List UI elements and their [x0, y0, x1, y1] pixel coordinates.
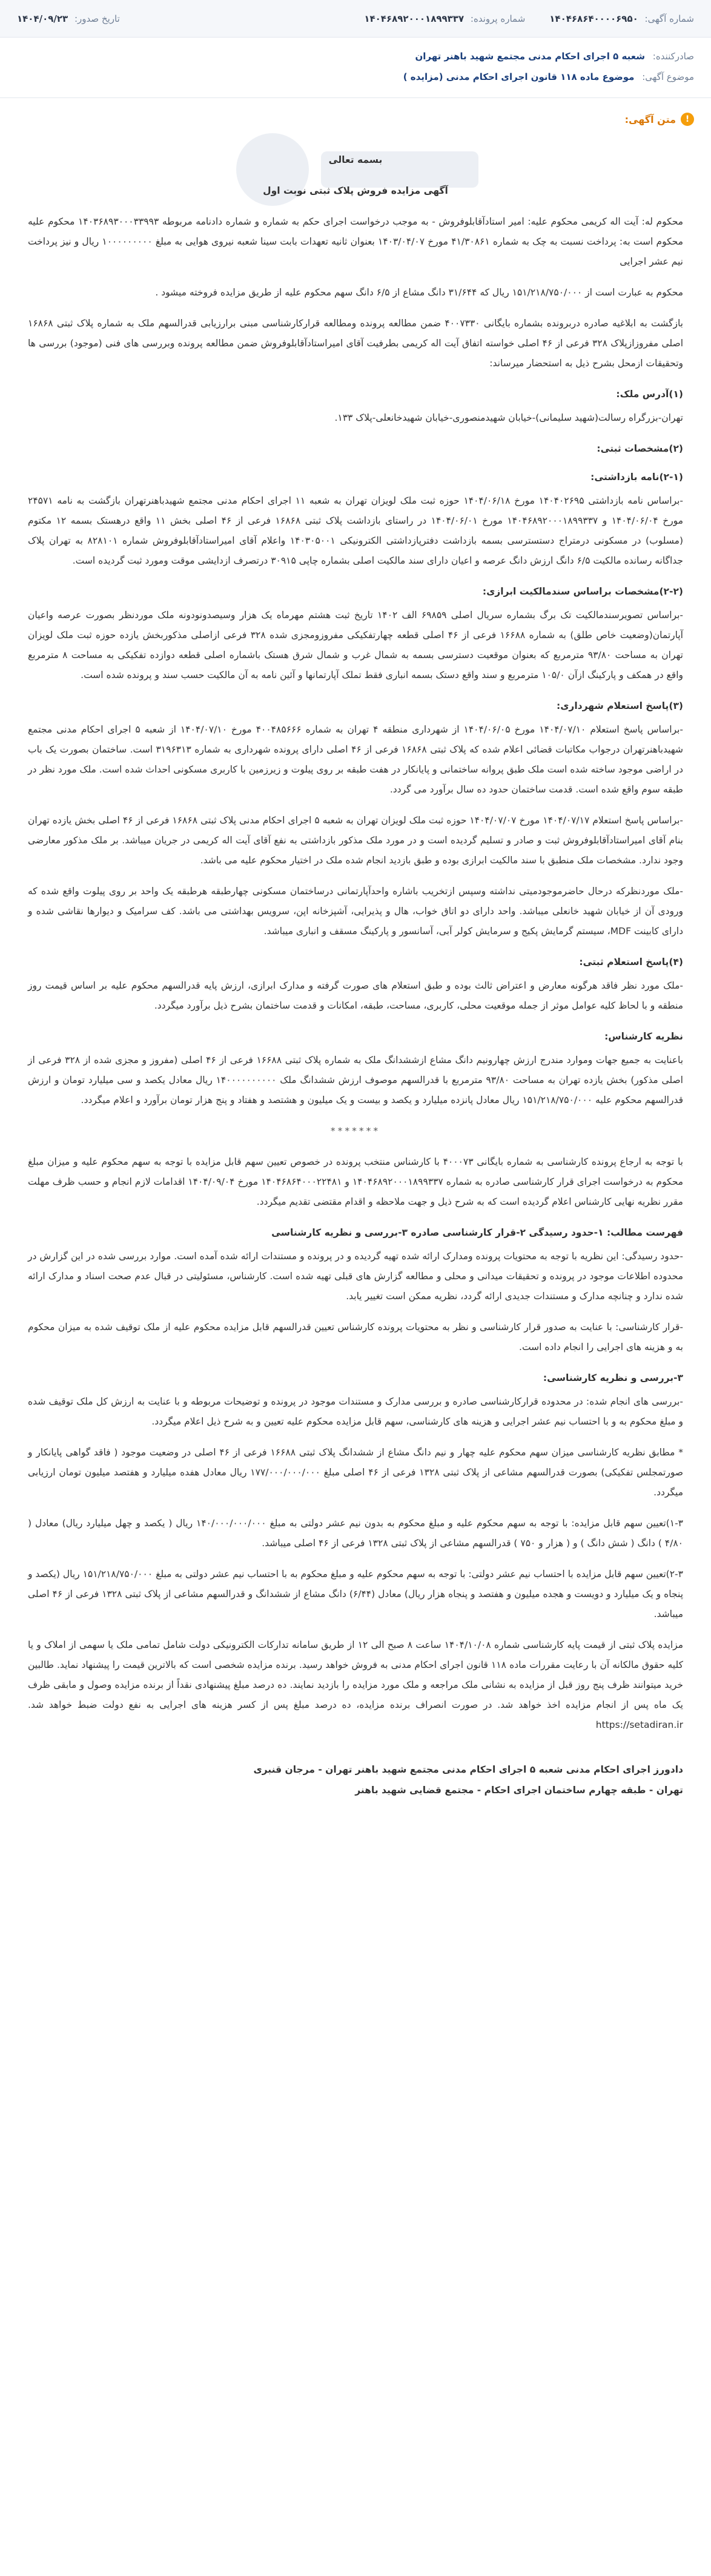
bismillah: بسمه تعالی	[328, 154, 383, 165]
heading-registry-inquiry: (۴)پاسخ استعلام ثبتی:	[579, 957, 683, 967]
issuer-row	[17, 46, 694, 67]
paragraph-order: -قرار کارشناسی: با عنایت به صدور قرار کارشناسی و نظر به محتویات پرونده کارشناس تعیین قدرالسهم قابل مزایده محکوم علیه از ملک توقیف شده به میزان محکوم به و هزینه های اجرایی را انجام داده است.	[28, 1322, 683, 1352]
ad-number-value: ۱۴۰۴۶۸۶۴۰۰۰۰۶۹۵۰	[549, 13, 638, 24]
heading-registry: (۲)مشخصات ثبتی:	[597, 443, 683, 454]
issue-date-value: ۱۴۰۴/۰۹/۲۳	[17, 13, 68, 24]
paragraph-review-2: * مطابق نظریه کارشناسی میزان سهم محکوم علیه چهار و نیم دانگ مشاع از ششدانگ پلاک ثبتی ۱۶۶۸۸ فرعی از ۴۶ اصلی در وضعیت موجود ( فاقد گواهی پایانکار و صورتمجلس تفکیکی) بصورت قدرالسهم مشاعی از پلاک ثبتی ۱۳۲۸ فرعی از ۴۶ اصلی مبلغ ۱۷۷/۰۰۰/۰۰۰/۰۰۰ ریال معادل هفده میلیارد و هفتصد میلیون تومان ارزیابی میگردد.	[28, 1447, 683, 1498]
paragraph-property-description: -ملک موردنظرکه درحال حاضرموجودمیتی نداشته وسپس ازتخریب باشاره واحدآپارتمانی درساختمان مسکونی چهارطبقه هرطبقه یک واحد بر روی پیلوت واقع شده که ورودی آن از خیابان شهید خانعلی میباشد. واحد دارای دو اتاق خواب، هال و پذیرایی، آشپزخانه اپن، سرویس بهداشتی می باشد. کف سرامیک و دیوارها نقاشی شده و دارای کابینت MDF، سیستم گرمایش پکیج و سرمایش کولر آبی، آسانسور و پارکینگ مسقف و انباری میباشد.	[28, 886, 683, 937]
issuer-value: شعبه ۵ اجرای احکام مدنی مجتمع شهید باهنر تهران	[415, 51, 645, 62]
section-label-text: متن آگهی:	[624, 113, 676, 125]
heading-title-deed: (۲-۱)نامه بازداشتی:	[590, 472, 683, 483]
paragraph-auction-terms: مزایده پلاک ثبتی از قیمت پایه کارشناسی شماره ۱۴۰۴/۱۰/۰۸ ساعت ۸ صبح الی ۱۲ از طریق سامانه تدارکات الکترونیکی دولت شامل تمامی ملک یا سهمی از املاک و یا کلیه حقوق مالکانه آن با رعایت مقررات ماده ۱۱۸ قانون اجرای احکام مدنی به فروش خواهد رسید. برنده مزایده شخصی است که بالاترین قیمت را پیشنهاد نماید. طالبین خرید میتوانند ظرف پنج روز قبل از مزایده به نشانی ملک مراجعه و ملک مورد مزایده را بازدید نمایند. ده درصد مبلغ پیشنهادی نقداً از برنده مزایده وصول و مابقی ظرف یک ماه پس از انجام مزایده اخذ خواهد شد. در صورت انصراف برنده مزایده، ده درصد مبلغ پس از کسر هزینه های اجرایی به نفع دولت ضبط خواهد شد. https://setadiran.ir	[28, 1639, 683, 1730]
separator-stars: *******	[330, 1125, 381, 1136]
heading-review: ۳-بررسی و نظریه کارشناسی:	[543, 1372, 683, 1383]
paragraph-registry-inquiry: -ملک مورد نظر فاقد هرگونه معارض و اعتراض ثالث بوده و طبق استعلام های صورت گرفته و مدارک ابرازی، ارزش پایه قدرالسهم محکوم علیه بر اساس قیمت روز منطقه و با لحاظ کلیه عوامل موثر از جمله موقعیت محلی، کاربری، مساحت، طبقه، امکانات و قدمت ساختمان بشرح ذیل برآورد میگردد.	[28, 980, 683, 1011]
heading-municipality: (۳)پاسخ استعلام شهرداری:	[557, 700, 683, 711]
file-number-label: شماره پرونده:	[470, 13, 526, 24]
paragraph-municipality-2: -براساس پاسخ استعلام ۱۴۰۴/۰۷/۱۷ مورخ ۱۴۰۴/۰۷/۰۷ حوزه ثبت ملک لویزان تهران به شعبه ۵ اجرای احکام مدنی پلاک ثبتی ۱۶۸۶۸ فرعی از ۴۶ اصلی بخش یازده تهران بنام آقای امیراستادآقابلوفروش ثبت و صادر و تسلیم گردیده است و در مورد ملک مذکور بازداشتی به نفع آقای آیت اله کریمی در جریان میباشد. بر ملک مذکور معارضی وجود ندارد. مشخصات ملک منطبق با سند مالکیت ابرازی بوده و طبق بازدید انجام شده ملک در اختیار محکوم علیه می باشد.	[28, 815, 683, 866]
ad-number	[549, 13, 694, 24]
paragraph-amount: محکوم به عبارت است از ۱۵۱/۲۱۸/۷۵۰/۰۰۰ ریال که ۳۱/۶۴۴ دانگ مشاع از ۶/۵ دانگ سهم محکوم علیه از طریق مزایده فروخته میشود .	[155, 287, 683, 298]
paragraph-parties: محکوم له: آیت اله کریمی محکوم علیه: امیر استادآقابلوفروش - به موجب درخواست اجرای حکم به شماره و شماره دادنامه مربوطه ۱۴۰۳۶۸۹۳۰۰۰۳۳۹۹۳ محکوم علیه محکوم است به: پرداخت نسبت به چک به شماره ۴۱/۳۰۸۶۱ مورخ ۱۴۰۳/۰۴/۰۷ بعنوان ثانیه تعهدات بابت سینا شعبه نیروی هوایی به مبلغ ۱۰۰۰۰۰۰۰۰۰ ریال و نیز پرداخت نیم عشر اجرایی	[28, 216, 683, 267]
paragraph-intro: بازگشت به ابلاغیه صادره دربرونده بشماره بایگانی ۴۰۰۷۳۳۰ ضمن مطالعه پرونده ومطالعه قرارکارشناسی مبنی برارزیابی قدرالسهم ملک به شماره پلاک ثبتی ۱۶۸۶۸ اصلی مفروزازپلاک ۳۲۸ فرعی از ۴۶ اصلی خواسته اتفاق آیت اله کریمی بطرفیت آقای امیراستادآقابلوفروش ضمن مطالعه پرونده وبررسی های فنی (موجود) بررسی ها وتحقیقات ازمحل بشرح ذیل به استحضار میرساند:	[28, 318, 684, 369]
signature-address: تهران - طبقه چهارم ساختمان اجرای احکام - مجتمع قضایی شهید باهنر	[355, 1785, 683, 1796]
signature-block	[28, 1759, 683, 1800]
issuer-label: صادرکننده:	[652, 51, 694, 62]
paragraph-review-4: ۲-۳)تعیین سهم قابل مزایده با احتساب نیم عشر دولتی: با توجه به سهم محکوم علیه و مبلغ محکوم به با احتساب نیم عشر دولتی به مبلغ ۱۵۱/۲۱۸/۷۵۰/۰۰۰ ریال (یکصد و پنجاه و یک میلیارد و دویست و هجده میلیون و هفتصد و پنجاه هزار ریال) معادل (۶/۴۴) دانگ مشاع از ششدانگ و قدرالسهم مشاعی از پلاک ثبتی ۱۳۲۸ فرعی از ۴۶ اصلی میباشد.	[28, 1569, 684, 1619]
file-number-value: ۱۴۰۴۶۸۹۲۰۰۰۱۸۹۹۳۳۷	[364, 13, 465, 24]
section-label	[625, 113, 694, 126]
issue-date	[17, 13, 120, 24]
info-icon: !	[681, 113, 694, 126]
ad-number-label: شماره آگهی:	[644, 13, 694, 24]
paragraph-municipality-1: -براساس پاسخ استعلام ۱۴۰۴/۰۷/۱۰ مورخ ۱۴۰۴/۰۶/۰۵ از شهرداری منطقه ۴ تهران به شماره ۴۰۰۴۸۵۶۶۶ مورخ ۱۴۰۴/۰۷/۱۰ از شعبه ۵ اجرای احکام مدنی مجتمع شهیدباهنرتهران درجواب مکاتبات قضائی اعلام شده که پلاک ثبتی ۱۶۸۶۸ فرعی از ۴۶ اصلی دارای پرونده شهرداری به شماره ۳۱۹۶۳۱۳ است. ساختمان بصورت یک باب در اراضی موجود ساخته شده است ملک طبق پروانه ساختمانی و پایانکار در هفت طبقه بر روی پیلوت و زیرزمین با کاربری مسکونی احداث شده است. ملک مورد نظر در طبقه سوم واقع شده است. قدمت ساختمان حدود ده سال برآورد می گردد.	[28, 724, 683, 795]
paragraph-review-1: -بررسی های انجام شده: در محدوده قرارکارشناسی صادره و بررسی مدارک و مستندات موجود در پرونده و توضیحات مربوطه و با عنایت به ارزش کل ملک توقیف شده و مبلغ محکوم به و با احتساب نیم عشر اجرایی و هزینه های کارشناسی، سهم قابل مزایده محکوم علیه تعیین و به شرح ذیل اعلام میگردد.	[28, 1396, 683, 1427]
document-header	[0, 0, 711, 38]
subject-label: موضوع آگهی:	[642, 71, 694, 82]
paragraph-registry-docs: -براساس تصویرسندمالکیت تک برگ بشماره سریال اصلی ۶۹۸۵۹ الف ۱۴۰۲ تاریخ ثبت هشتم مهرماه یک هزار وسیصدونودونه ملک موردنظر بصورت عرصه واعیان آپارتمان(وضعیت خاص طلق) به شماره ۱۶۶۸۸ فرعی از ۴۶ اصلی قطعه چهارتفکیکی مفروزومجزی شده ۳۲۸ فرعی ازاصلی مذکوربخش یازده حوزه ثبت ملک لویزان تهران به مساحت ۹۳/۸۰ مترمربع که بعنوان موقعیت دسترسی بسمه به شمال غرب و شمال شرق هستک باشماره اصلی قطعه دوازده تفکیکی به مساحت ۸ مترمربع واقع در همکف و پارکینگ ازآن ۱۰۵/۰ مترمربع و سند واقع دستک بسمه انباری فقط تملک آپارتمانها و آئین نامه به آن مالکیت حسب سند و پرونده شده است.	[28, 610, 683, 680]
paragraph-scope: -حدود رسیدگی: این نظریه با توجه به محتویات پرونده ومدارک ارائه شده تهیه گردیده و در پرونده و مستندات ارائه شده آمده است. موارد بررسی شده در این گزارش در محدوده اطلاعات موجود در پرونده و تحقیقات میدانی و محلی و مطالعه گزارش های قبلی تهیه شده است. کارشناس، مسئولیتی در قبال عدم صحت اسناد و مدارک ارائه شده ندارد و چنانچه مدارک و مستندات جدیدی ارائه گردد، نظریه ممکن است تغییر یابد.	[28, 1251, 683, 1302]
paragraph-referral: با توجه به ارجاع پرونده کارشناسی به شماره بایگانی ۴۰۰۰۷۳ با کارشناس منتخب پرونده در خصوص تعیین سهم قابل مزایده با توجه به سهم محکوم علیه و میزان مبلغ محکوم به درخواست اجرای قرار کارشناسی صادره به شماره ۱۴۰۴۶۸۹۲۰۰۰۱۸۹۹۳۳۷ و ۱۴۰۴۶۸۶۴۰۰۰۲۲۴۸۱ مورخ ۱۴۰۴/۰۹/۰۴ اقدامات لازم انجام و حسب ظرف مهلت مقرر نظریه نهایی کارشناس اعلام گردیده است که به شرح ذیل و جهت ملاحظه و اقدام مقتضی تقدیم میگردد.	[28, 1156, 684, 1207]
subject-value: موضوع ماده ۱۱۸ قانون اجرای احکام مدنی (مزایده )	[403, 71, 635, 82]
heading-registry-docs: (۲-۲)مشخصات براساس سندمالکیت ابرازی:	[482, 586, 683, 597]
subject-row	[17, 67, 694, 87]
document-subheader	[0, 38, 711, 98]
heading-address: (۱)آدرس ملک:	[616, 389, 683, 400]
issue-date-label: تاریخ صدور:	[74, 13, 120, 24]
document-body	[0, 139, 711, 1800]
paragraph-title-deed: -براساس نامه بازداشتی ۱۴۰۴۰۲۶۹۵ مورخ ۱۴۰۴/۰۶/۱۸ حوزه ثبت ملک لویزان تهران به شعبه ۱۱ اجرای احکام مدنی مجتمع شهیدباهنرتهران بازگشت به نامه ۲۴۵۷۱ مورخ ۱۴۰۴/۰۶/۰۴ و ۱۴۰۴۶۸۹۲۰۰۰۱۸۹۹۳۳۷ مورخ ۱۴۰۴/۰۶/۰۱ در راستای بازداشت پلاک ثبتی ۱۶۸۶۸ فرعی از ۴۶ اصلی بخش ۱۱ واقع درهستک بسمه ۱۲ مکتوم (مسلوب) در مسکونی درمتراج دستسترسی بسمه بازداشت دفترپازداشتی الکترونیکی ۱۴۰۳۰۵۰۰۱ واعلام آقای امیراستادآقابلوفروش شماره ۸۲۸۱۰۱ به تهران پلاک جداگانه رسانده مالکیت ۶/۵ دانگ ارزش دانگ عرصه و اعیان دارای سند مالکیت اصلی بشماره چاپی ۳۰۹۱۵ درتصرف ازدایشی موقت ومورد ثبت گردیده است.	[28, 495, 684, 566]
paragraph-expert-opinion: باعنایت به جمیع جهات وموارد مندرج ارزش چهارونیم دانگ مشاع ازششدانگ ملک به شماره پلاک ثبتی ۱۶۶۸۸ فرعی از ۴۶ اصلی (مفروز و مجزی شده از ۳۲۸ فرعی از اصلی مذکور) بخش یازده تهران به مساحت ۹۳/۸۰ مترمربع با قدرالسهم موصوف ارزش ششدانگ ملک ۱۴۰۰۰۰۰۰۰۰۰۰ ریال معادل یکصد و سی میلیارد تومان و ارزش قدرالسهم محکوم علیه ۱۵۱/۲۱۸/۷۵۰/۰۰۰ ریال معادل پانزده میلیارد و یکصد و بیست و یک میلیون و هشتصد و هفتاد و پنج هزار تومان برآورد و اعلام میگردد.	[28, 1055, 684, 1105]
header-right-group	[364, 13, 694, 24]
file-number	[364, 13, 525, 24]
paragraph-review-3: ۱-۳)تعیین سهم قابل مزایده: با توجه به سهم محکوم علیه و مبلغ محکوم به بدون نیم عشر دولتی به مبلغ ۱۴۰/۰۰۰/۰۰۰/۰۰۰ ریال ( یکصد و چهل میلیارد ریال) معادل ( ۴/۸۰ ) دانگ ( شش دانگ ) و ( هزار و ۷۵۰ ) قدرالسهم مشاعی از پلاک ثبتی ۱۳۲۸ فرعی از ۴۶ اصلی میباشد.	[28, 1518, 683, 1549]
heading-contents: فهرست مطالب: ۱-حدود رسیدگی ۲-قرار کارشناسی صادره ۳-بررسی و نظریه کارشناسی	[271, 1227, 683, 1238]
paragraph-address: تهران-بزرگراه رسالت(شهید سلیمانی)-خیابان شهیدمنصوری-خیابان شهیدخانعلی-پلاک ۱۳۳.	[334, 412, 683, 423]
heading-expert-opinion: نظریه کارشناس:	[604, 1031, 683, 1042]
notice-title: آگهی مزایده فروش پلاک ثبتی نوبت اول	[263, 185, 448, 196]
signature-officer: دادورز اجرای احکام مدنی شعبه ۵ اجرای احکام مدنی مجتمع شهید باهنر تهران - مرجان قنبری	[253, 1764, 683, 1775]
